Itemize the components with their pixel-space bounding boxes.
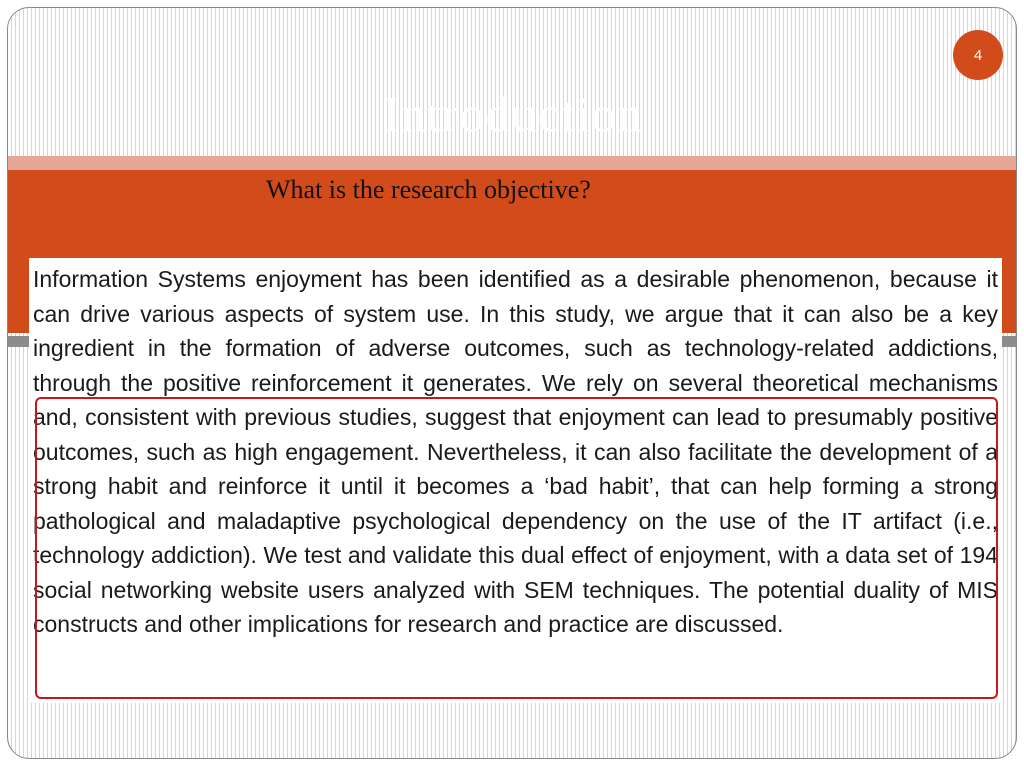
research-question: What is the research objective? xyxy=(266,175,591,204)
abstract-box xyxy=(29,258,1002,703)
slide-title: Introduction xyxy=(383,86,643,142)
left-side-tab xyxy=(8,336,30,347)
slide xyxy=(7,7,1017,759)
title-accent-band xyxy=(8,156,1017,170)
page-number-badge: 4 xyxy=(953,30,1003,80)
abstract-text: Information Systems enjoyment has been identified as a desirable phenomenon, because it can drive various aspects of system use. In this study, we argue that it can also be a key ingredient in the formation of adverse outcomes, such as technology-related addictions, through the positive reinforcement it generates. We rely on several theoretical mechanisms and, consistent with previous studies, suggest that enjoyment can lead to presumably positive outcomes, such as high engagement. Nevertheless, it can also facilitate the development of a strong habit and reinforce it until it becomes a ‘bad habit’, that can help forming a strong pathological and maladaptive psychological dependency on the use of the IT artifact (i.e., technology addiction). We test and validate this dual effect of enjoyment, with a data set of 194 social networking website users analyzed with SEM techniques. The potential duality of MIS constructs and other implications for research and practice are discussed. xyxy=(33,266,998,637)
